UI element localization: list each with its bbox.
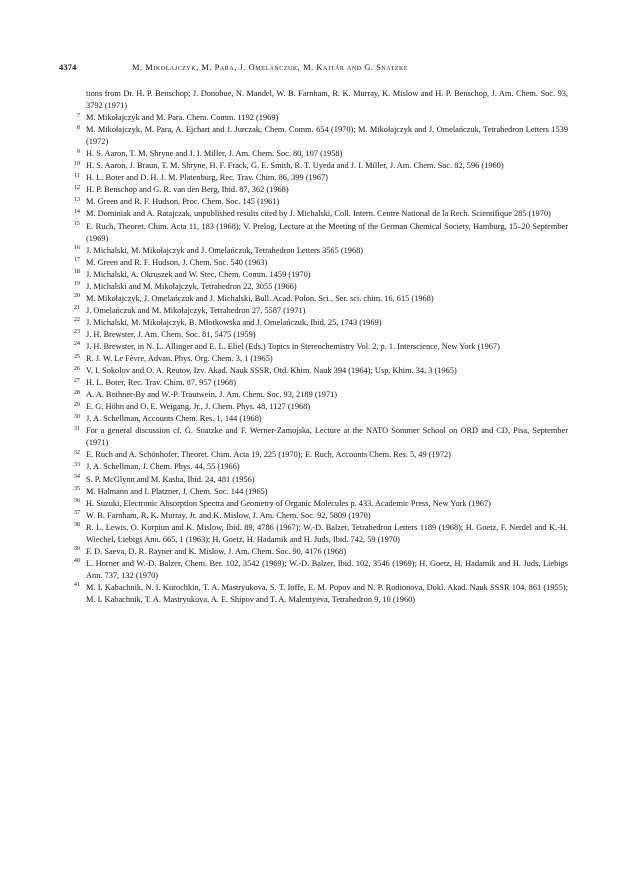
reference-number: 33: [73, 460, 80, 468]
reference-text: M. Mikołajczyk, J. Omelańczuk and J. Michalski, Bull. Acad. Polon. Sci., Ser. sci. chim. 16, 615 (1968): [86, 293, 434, 303]
reference-item: [68, 486, 568, 498]
reference-number: 13: [73, 195, 80, 203]
reference-text: J. Omelańczuk and M. Mikołajczyk, Tetrahedron 27, 5587 (1971): [86, 305, 306, 315]
reference-text: M. Mikołajczyk and M. Para. Chem. Comm. 1192 (1969): [86, 113, 279, 123]
reference-text: E. G. Höhn and O. E. Weigang, Jr., J. Chem. Phys. 48, 1127 (1968): [86, 402, 311, 412]
reference-text: J. Michalski, M. Mikołajczyk and J. Omelańczuk, Tetrahedron Letters 3565 (1968): [86, 245, 364, 255]
reference-text: M. Mikołajczyk, M. Para, A. Ejchart and J. Jurczak, Chem. Comm. 654 (1970); M. Mikołajczyk and J. Omelańczuk, Tetrahedron Letters 1539 (1972): [86, 125, 568, 147]
reference-number: 22: [73, 316, 80, 324]
reference-text: J. Michalski and M. Mikołajczyk, Tetrahedron 22, 3055 (1966): [86, 281, 297, 291]
reference-number: 39: [73, 545, 80, 553]
reference-text: M. Halmann and I. Platzner, J. Chem. Soc. 144 (1965): [86, 486, 268, 496]
reference-number: 32: [73, 448, 80, 456]
reference-item: [68, 401, 568, 413]
reference-text: F. D. Saeva, D. R. Rayner and K. Mislow, J. Am. Chem. Soc. 90, 4176 (1968): [86, 546, 346, 556]
reference-item: [68, 184, 568, 196]
reference-text: R. L. Lewis, O. Korpiun and K. Mislow, Ibid. 89, 4786 (1967); W.-D. Balzer, Tetrahedron Letters 1189 (1968); H. Goetz, F. Nerdel and K.-H. Wiechel, Liebigs Ann. 665, 1 (1963); H. Goetz, H. Hadamik and H. Juds, Ibid. 742, 59 (1970): [86, 522, 568, 544]
running-header: [59, 63, 559, 77]
reference-text: M. Dominiak and A. Ratajczak, unpublished results cited by J. Michalski, Coll. Intern. Centre National de la Rech. Scientifique 285 (1970): [86, 209, 551, 219]
reference-item: [68, 461, 568, 473]
reference-text: J. Michalski, M. Mikołajczyk, B. Młotkowska and J. Omelańczuk, Ibid. 25, 1743 (1969): [86, 317, 382, 327]
reference-number: 11: [74, 171, 80, 179]
reference-item: [68, 510, 568, 522]
reference-item: [68, 582, 568, 606]
reference-item: [68, 474, 568, 486]
reference-item: [68, 546, 568, 558]
reference-number: 19: [73, 280, 80, 288]
reference-item: [68, 293, 568, 305]
reference-text: J. H. Brewster, in N. L. Allinger and E. L. Eliel (Eds.) Topics in Stereochemistry Vol. 2, p. 1. Interscience, New York (1967): [86, 341, 500, 351]
reference-item: [68, 269, 568, 281]
reference-number: 8: [76, 123, 80, 131]
reference-item: [68, 317, 568, 329]
reference-item: [68, 124, 568, 148]
reference-number: 24: [73, 340, 80, 348]
reference-number: 28: [73, 388, 80, 396]
reference-number: 38: [73, 521, 80, 529]
reference-number: 15: [73, 220, 80, 228]
reference-number: 31: [73, 424, 80, 432]
reference-item: [68, 498, 568, 510]
reference-item: [68, 112, 568, 124]
reference-text: J. A. Schellman, Accounts Chem. Res. 1, 144 (1968): [86, 414, 262, 424]
reference-text: H. P. Benschop and G. R. van den Berg, Ibid. 87, 362 (1968): [86, 185, 289, 195]
reference-item: [68, 389, 568, 401]
reference-text: tions from Dr. H. P. Benschop; J. Donohue, N. Mandel, W. B. Farnham, R. K. Murray, K. Mislow and H. P. Benschop, J. Am. Chem. Soc. 93, 3792 (1971): [86, 89, 568, 111]
reference-number: 7: [76, 111, 80, 119]
reference-number: 21: [73, 304, 80, 312]
reference-number: 29: [73, 400, 80, 408]
reference-item: [68, 196, 568, 208]
reference-text: M. I. Kabachnik, N. I. Kurochkin, T. A. Mastryukova, S. T. Ioffe, E. M. Popov and N. P. Rodionova, Dokl. Akad. Nauk SSSR 104, 861 (1955); M. I. Kabachnik, T. A. Mastryukova, A. E. Shipov and T. A. Malentyeva, Tetrahedron 9, 10 (1960): [86, 582, 568, 604]
reference-number: 34: [73, 473, 80, 480]
reference-text: For a general discussion cf. G. Snatzke and F. Werner-Zamojska, Lecture at the NATO Sommer School on ORD and CD, Pisa, September (1971): [86, 426, 568, 448]
reference-number: 41: [73, 581, 80, 589]
reference-number: 40: [73, 557, 80, 565]
reference-number: 23: [73, 328, 80, 336]
reference-item: [68, 558, 568, 582]
reference-item: [68, 257, 568, 269]
reference-number: 18: [73, 268, 80, 276]
page-number: 4374: [59, 63, 77, 72]
reference-text: W. B. Farnham, R. K. Murray, Jr. and K. Mislow, J. Am. Chem. Soc. 92, 5809 (1970): [86, 510, 371, 520]
reference-number: 25: [73, 352, 80, 360]
reference-text: J. A. Schellman, J. Chem. Phys. 44, 55 (1966): [86, 462, 240, 472]
reference-number: 10: [73, 159, 80, 167]
reference-item: [68, 172, 568, 184]
reference-number: 36: [73, 497, 80, 505]
reference-item: [68, 341, 568, 353]
reference-number: 37: [73, 509, 80, 517]
reference-list: [68, 88, 568, 606]
reference-item: [68, 413, 568, 425]
reference-number: 16: [73, 244, 80, 252]
running-header-authors: M. Mikołajczyk, M. Para, J. Omelańczuk, M. Kajtár and G. Snatzke: [132, 63, 409, 72]
reference-text: A. A. Bothner-By and W.-P. Trautwein, J. Am. Chem. Soc. 93, 2189 (1971): [86, 390, 338, 400]
reference-item: [68, 329, 568, 341]
reference-item: [68, 353, 568, 365]
reference-number: 35: [73, 485, 80, 493]
reference-item: [68, 365, 568, 377]
reference-text: E. Ruch and A. Schönhofer, Theoret. Chim. Acta 19, 225 (1970); E. Ruch, Accounts Chem. Res. 5, 49 (1972): [86, 450, 451, 460]
reference-number: 17: [73, 256, 80, 264]
reference-item: [68, 449, 568, 461]
reference-item: [68, 88, 568, 112]
reference-text: H. Suzuki, Electronic Absorption Spectra and Geometry of Organic Molecules p. 433. Academic Press, New York (1967): [86, 498, 491, 508]
reference-item: [68, 305, 568, 317]
reference-number: 30: [73, 412, 80, 420]
reference-text: E. Ruch, Theoret. Chim. Acta 11, 183 (1968); V. Prelog, Lecture at the Meeting of the German Chemical Society, Hamburg, 15–20 September (1969): [86, 221, 568, 243]
reference-item: [68, 148, 568, 160]
reference-number: 14: [73, 207, 80, 215]
reference-text: M. Green and R. F. Hudson, Proc. Chem. Soc. 145 (1961): [86, 197, 280, 207]
reference-number: 12: [73, 183, 80, 191]
reference-number: 20: [73, 292, 80, 300]
reference-text: H. S. Aaron, T. M. Shryne and J. I. Miller, J. Am. Chem. Soc. 80, 107 (1958): [86, 149, 343, 159]
reference-item: [68, 522, 568, 546]
reference-number: 27: [73, 376, 80, 384]
reference-number: 9: [76, 147, 80, 155]
reference-item: [68, 377, 568, 389]
reference-item: [68, 281, 568, 293]
reference-item: [68, 425, 568, 449]
reference-text: L. Horner and W.-D. Balzer, Chem. Ber. 102, 3542 (1969); W.-D. Balzer, Ibid. 102, 3546 (1969); H. Goetz, H. Hadamik and H. Juds, Liebigs Ann. 737, 132 (1970): [86, 558, 568, 580]
reference-text: H. L. Boter, Rec. Trav. Chim. 87, 957 (1968): [86, 378, 236, 388]
reference-text: J. Michalski, A. Okruszek and W. Stec, Chem. Comm. 1459 (1970): [86, 269, 311, 279]
reference-text: H. S. Aaron, J. Braun, T. M. Shryne, H. F. Frack, G. E. Smith, R. T. Uyeda and J. I. Miller, J. Am. Chem. Soc. 82, 596 (1960): [86, 161, 504, 171]
reference-item: [68, 160, 568, 172]
reference-item: [68, 208, 568, 220]
reference-text: R. J. W. Le Fèvre, Advan. Phys. Org. Chem. 3, 1 (1965): [86, 354, 273, 364]
reference-number: 26: [73, 364, 80, 372]
reference-item: [68, 221, 568, 245]
reference-item: [68, 245, 568, 257]
reference-text: S. P. McGlynn and M. Kasha, Ibid. 24, 481 (1956): [86, 474, 255, 484]
reference-text: M. Green and R. F. Hudson, J. Chem. Soc. 540 (1963): [86, 257, 268, 267]
reference-text: V. I. Sokolov and O. A. Reutov, Izv. Akad. Nauk SSSR, Otd. Khim. Nauk 394 (1964); Usp. Khim. 34, 3 (1965): [86, 366, 457, 376]
reference-text: J. H. Brewster, J. Am. Chem. Soc. 81, 5475 (1959): [86, 329, 256, 339]
reference-text: H. L. Boter and D. H. J. M. Platenburg, Rec. Trav. Chim. 86, 399 (1967): [86, 173, 328, 183]
